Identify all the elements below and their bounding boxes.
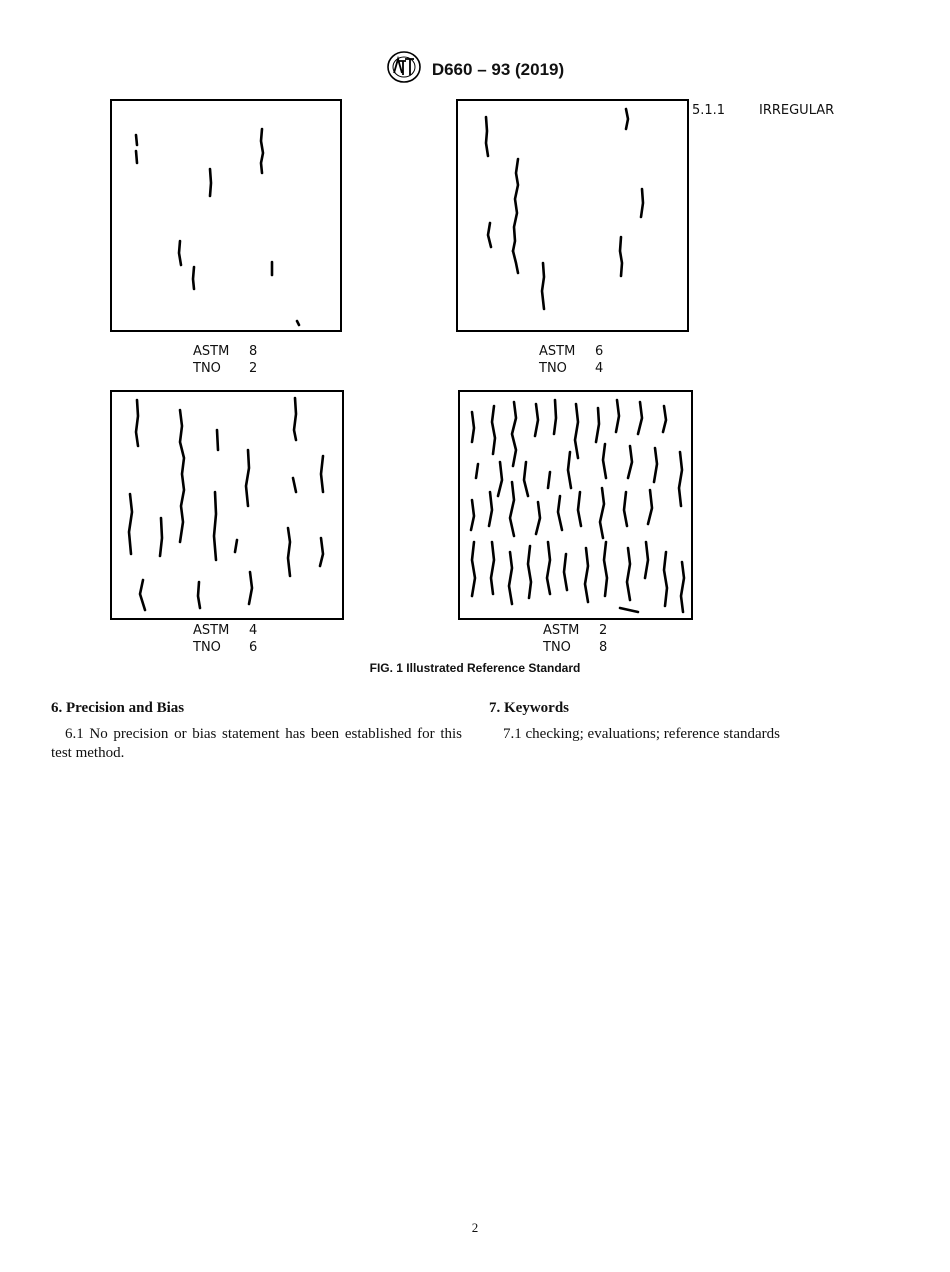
document-header <box>0 50 950 89</box>
rating-label-panel-1: ASTM 8 TNO 2 <box>193 344 258 376</box>
reference-panel-astm-6 <box>456 99 689 332</box>
crack-pattern-image <box>458 101 687 330</box>
reference-panel-astm-8 <box>110 99 342 332</box>
crack-pattern-image <box>112 392 342 618</box>
rating-label-panel-4: ASTM 2 TNO 8 <box>543 623 608 655</box>
page-number: 2 <box>471 1220 479 1235</box>
reference-panel-astm-2 <box>458 390 693 620</box>
rating-label-panel-3: ASTM 4 TNO 6 <box>193 623 258 655</box>
section-precision-and-bias <box>51 700 462 763</box>
section-keywords <box>489 700 900 744</box>
section-paragraph: 7.1 checking; evaluations; reference standards <box>503 726 780 742</box>
figure-caption: FIG. 1 Illustrated Reference Standard <box>369 661 581 675</box>
reference-panel-astm-4 <box>110 390 344 620</box>
section-paragraph: 6.1 No precision or bias statement has been established for this test method. <box>51 726 462 761</box>
figure-tag: 5.1.1 IRREGULAR <box>692 103 835 118</box>
section-heading: 6. Precision and Bias <box>51 700 185 716</box>
astm-logo-icon <box>386 50 422 89</box>
section-heading: 7. Keywords <box>489 700 569 716</box>
crack-pattern-image <box>112 101 340 330</box>
rating-label-panel-2: ASTM 6 TNO 4 <box>539 344 604 376</box>
standard-designation: D660 – 93 (2019) <box>431 59 565 79</box>
crack-pattern-image <box>460 392 691 618</box>
